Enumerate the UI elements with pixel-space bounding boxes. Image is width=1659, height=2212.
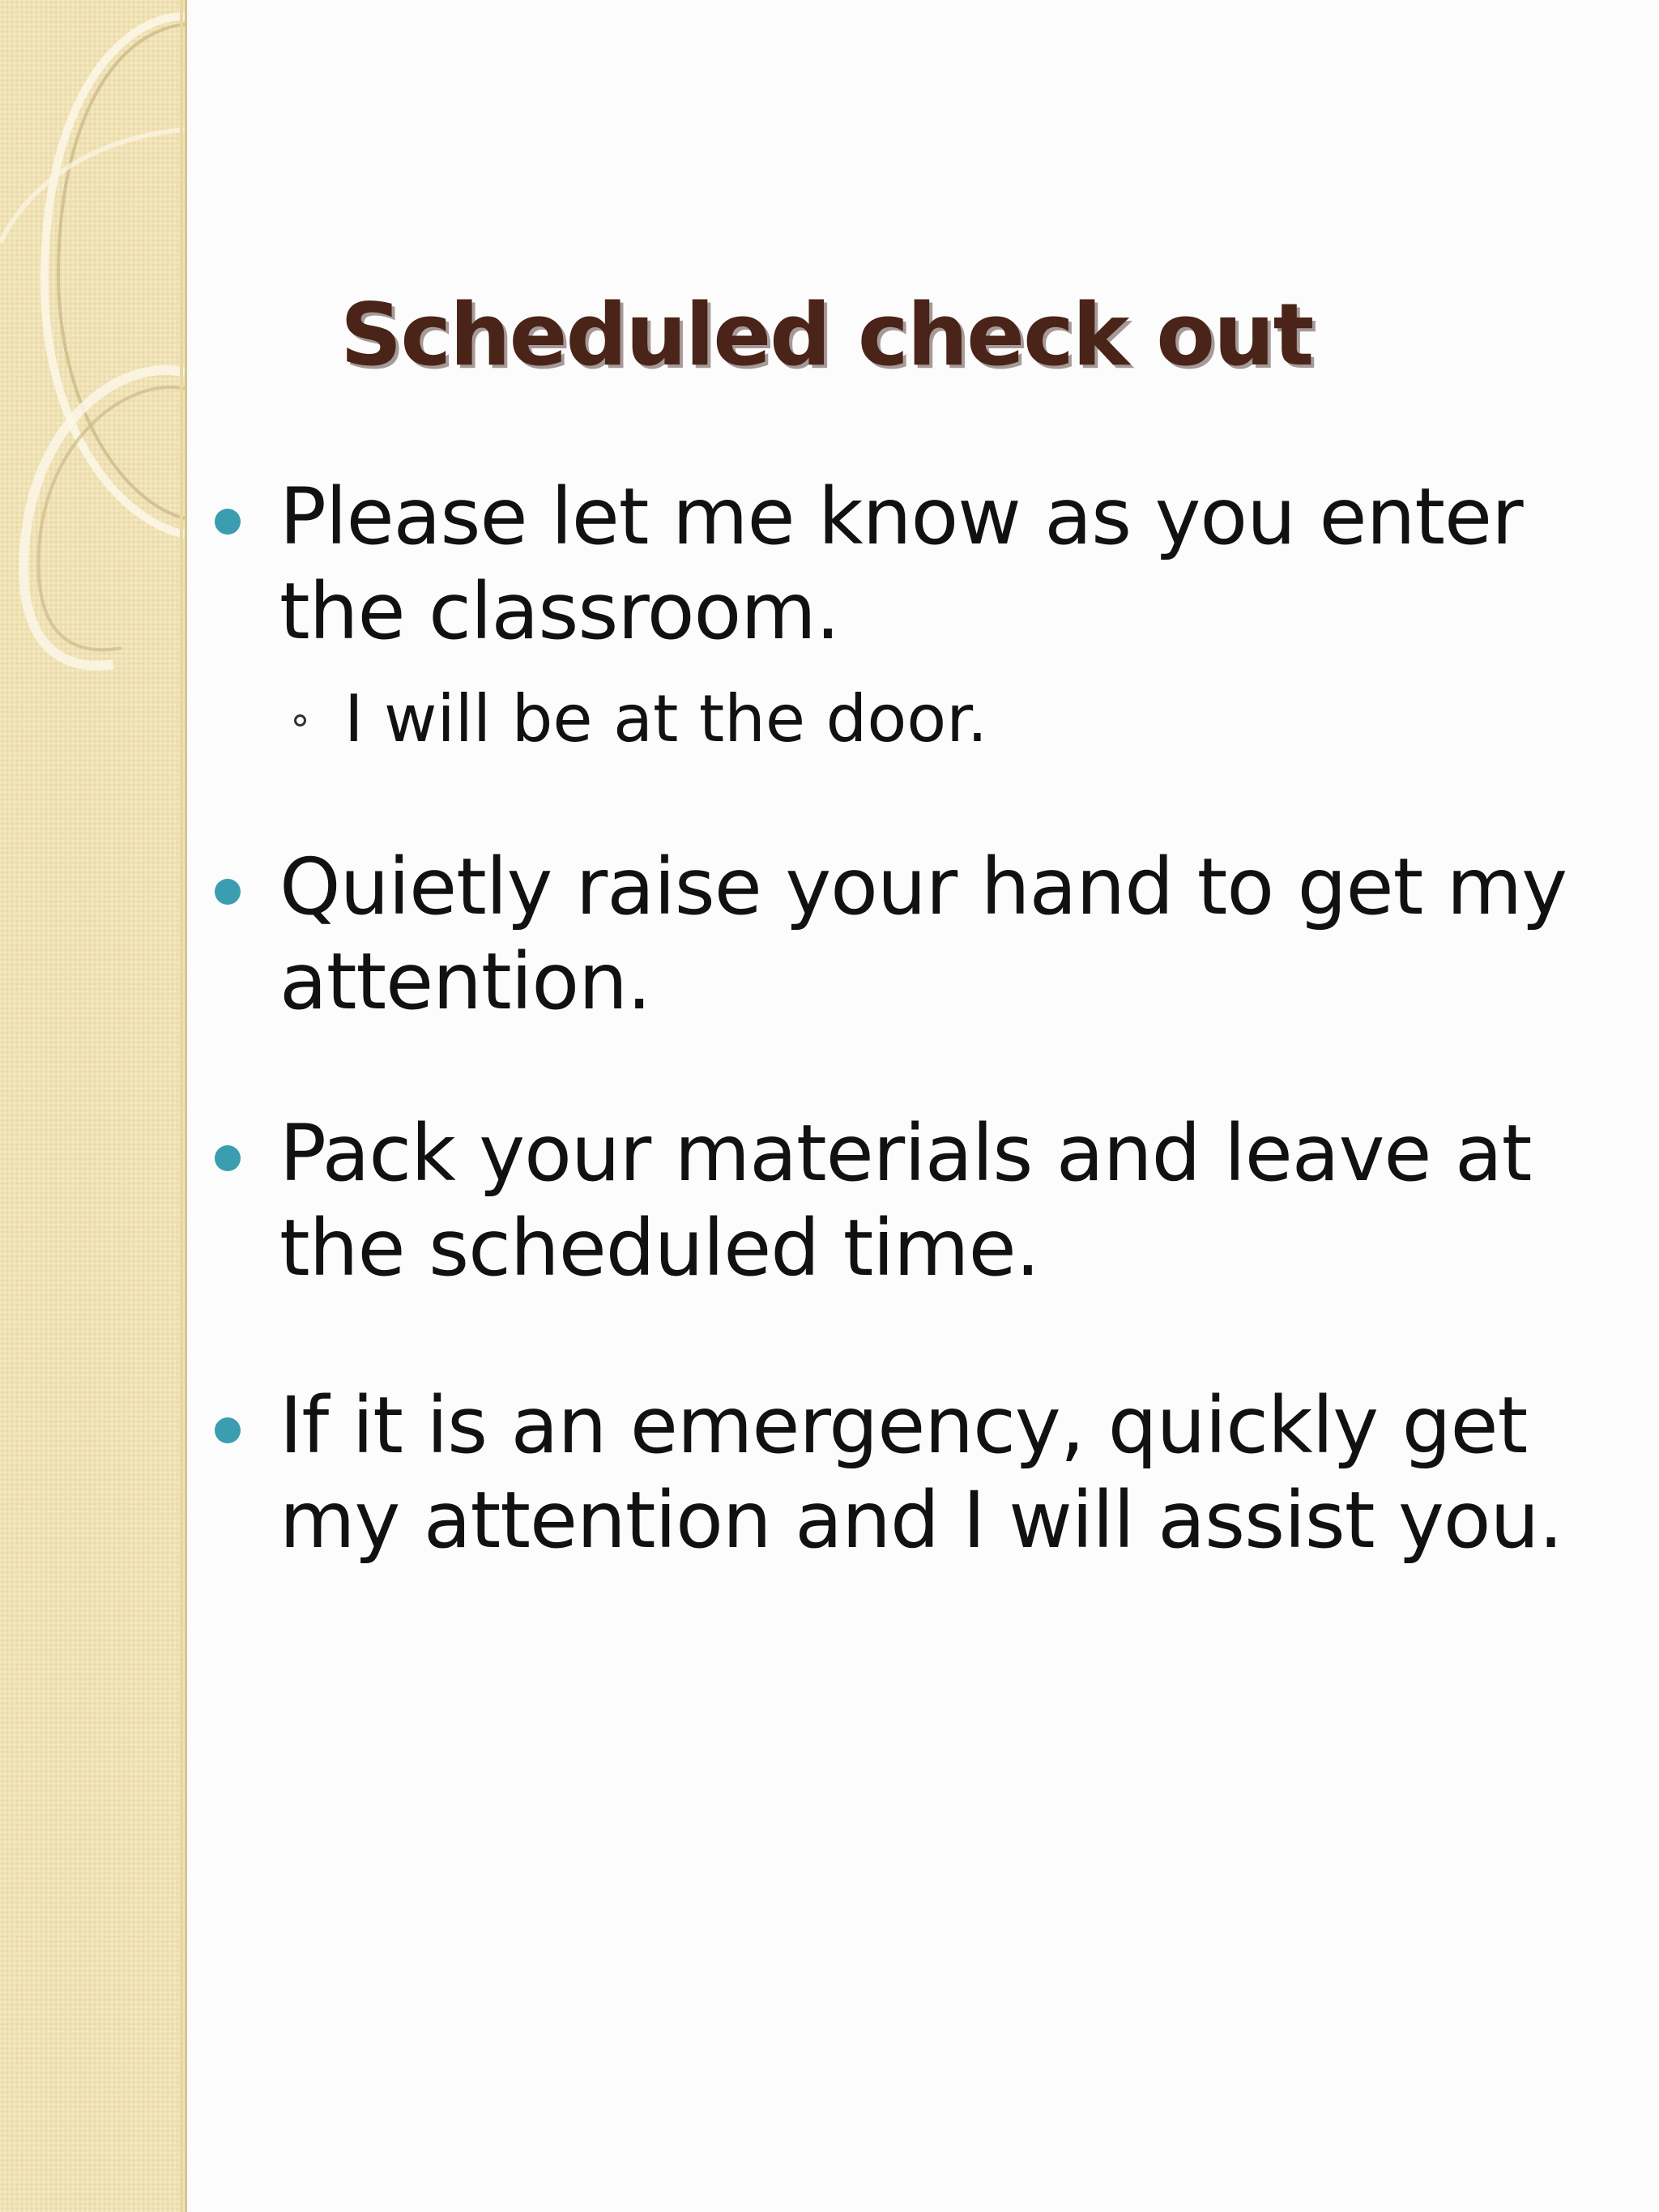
bullet-dot-icon xyxy=(215,1417,241,1443)
sub-bullet-ring-icon xyxy=(294,714,306,727)
bullet-text: Please let me know as you enter the classroom. xyxy=(279,471,1523,657)
bullet-text: Quietly raise your hand to get my attention. xyxy=(279,842,1567,1027)
bullet-item xyxy=(279,1379,1608,1568)
sub-bullet-text: I will be at the door. xyxy=(344,681,988,757)
bullet-text: If it is an emergency, quickly get my attention and I will assist you. xyxy=(279,1380,1563,1566)
bullet-dot-icon xyxy=(215,1145,241,1171)
bullet-text: Pack your materials and leave at the scheduled time. xyxy=(279,1108,1532,1294)
bullet-item xyxy=(279,840,1608,1029)
bullet-item xyxy=(279,470,1608,659)
bullet-dot-icon xyxy=(215,509,241,535)
decorative-side-panel xyxy=(0,0,187,2212)
bullet-dot-icon xyxy=(215,879,241,905)
swirl-ornament-icon xyxy=(0,0,185,729)
bullet-item xyxy=(279,1106,1608,1296)
slide-title: Scheduled check out xyxy=(340,285,1313,385)
sub-bullet-item xyxy=(344,679,1559,760)
